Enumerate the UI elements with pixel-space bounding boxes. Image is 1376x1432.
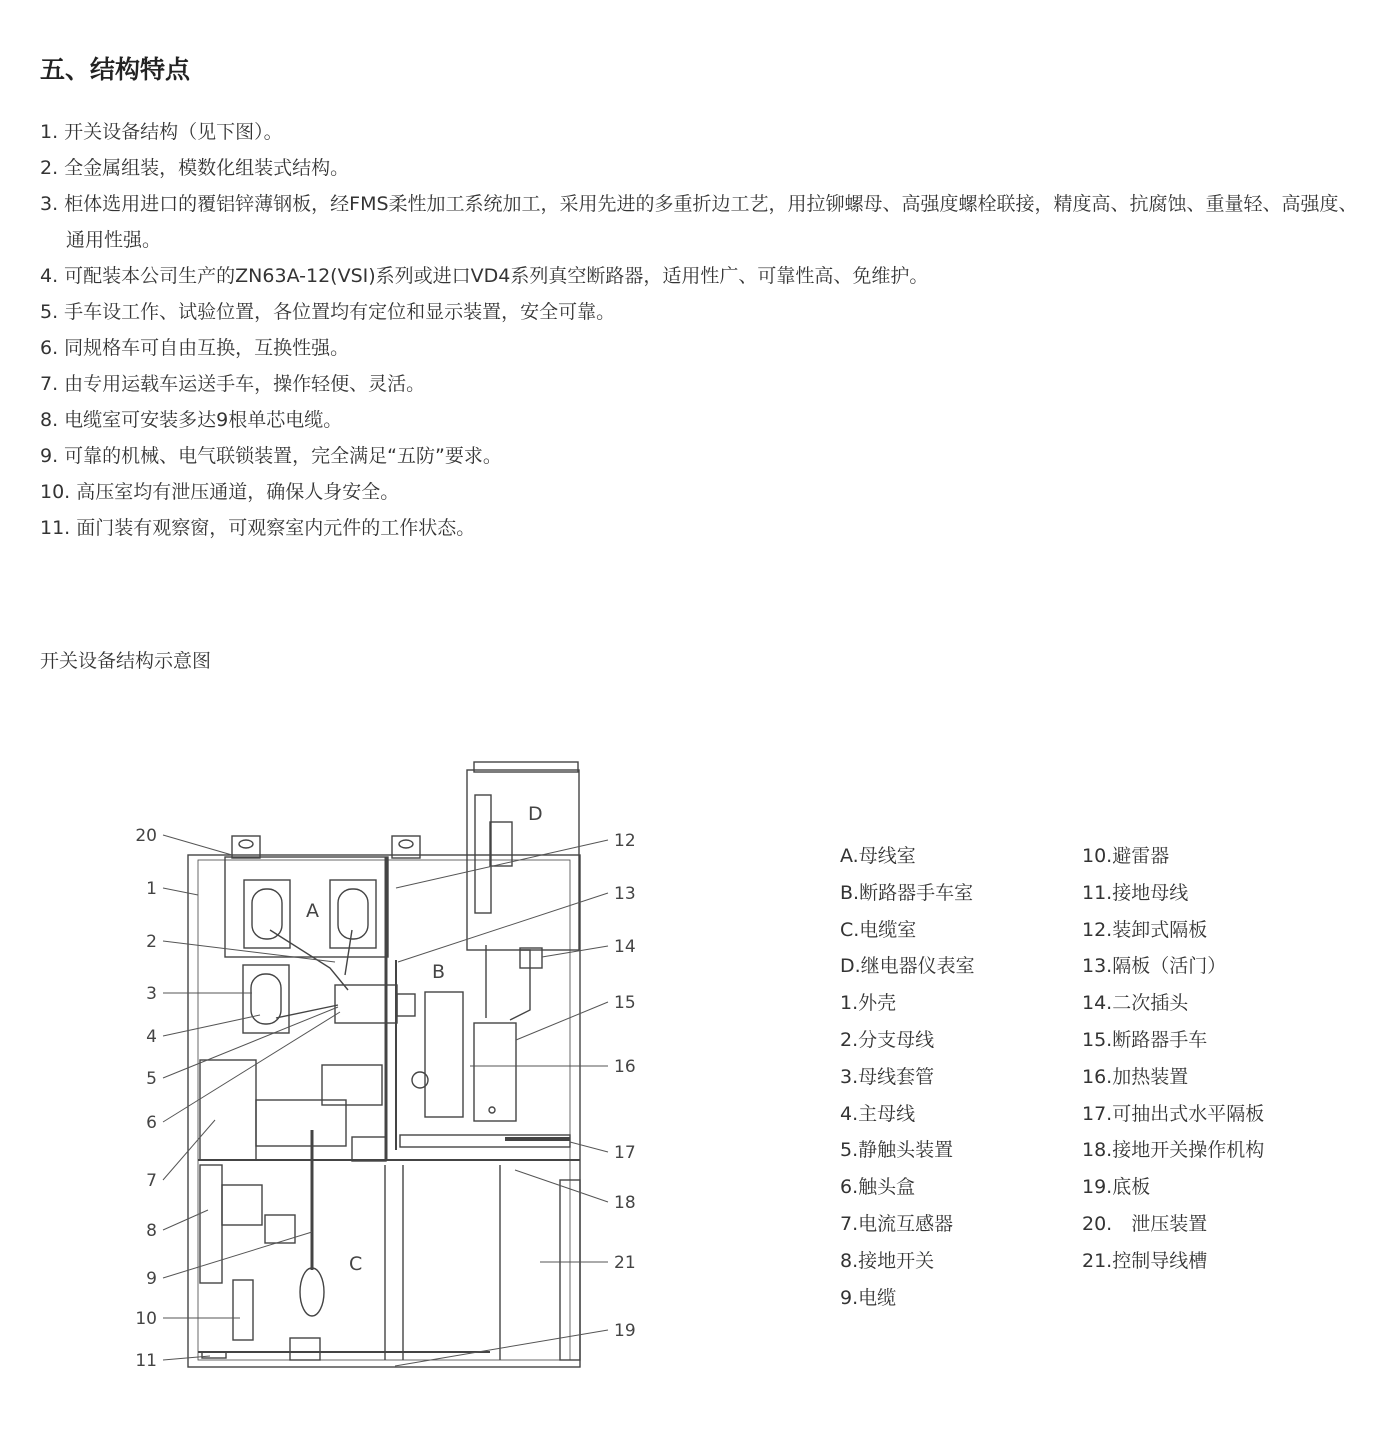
callout-label: 20 (135, 826, 157, 846)
secondary-plug (520, 948, 542, 968)
legend-item: 2.分支母线 (840, 1028, 935, 1051)
cable-termination (300, 1268, 324, 1316)
callout-label: 5 (146, 1069, 157, 1089)
feature-item: 9. 可靠的机械、电气联锁装置，完全满足“五防”要求。 (40, 445, 502, 467)
compartment-label-a: A (306, 900, 319, 922)
bushing-frame (330, 880, 376, 948)
legend-item: 4.主母线 (840, 1102, 916, 1125)
legend-column-2 (1082, 838, 1264, 1280)
diagram-caption: 开关设备结构示意图 (40, 650, 212, 672)
truck-pin (489, 1107, 495, 1113)
truck-mechanism (322, 1065, 382, 1105)
bushing-insulator (252, 889, 282, 939)
legend-item: 5.静触头装置 (840, 1139, 954, 1162)
callout-label: 16 (614, 1057, 636, 1077)
section-heading: 五、结构特点 (40, 55, 191, 84)
feature-item: 11. 面门装有观察窗，可观察室内元件的工作状态。 (40, 517, 476, 539)
legend-item: 8.接地开关 (840, 1249, 935, 1272)
legend-item: A.母线室 (840, 845, 916, 867)
vent-hole (399, 840, 413, 848)
earthing-mechanism (352, 1137, 386, 1161)
legend-item: D.继电器仪表室 (840, 955, 975, 978)
callout-label: 21 (614, 1253, 636, 1273)
bushing-insulator (338, 889, 368, 939)
callout-label: 11 (135, 1351, 157, 1371)
feature-list (40, 114, 1370, 546)
legend-item: 10.避雷器 (1082, 845, 1170, 867)
legend-item: 13.隔板（活门） (1082, 955, 1227, 978)
bushing-frame (243, 965, 289, 1033)
legend-item: 15.断路器手车 (1082, 1028, 1208, 1051)
busbar-support (256, 1100, 346, 1146)
callout-label: 7 (146, 1171, 157, 1191)
branch-busbar (270, 930, 348, 990)
callout-label: 19 (614, 1321, 636, 1341)
callout-label: 13 (614, 884, 636, 904)
callout-label: 2 (146, 932, 157, 952)
branch-busbar (276, 1005, 338, 1018)
legend-item: 9.电缆 (840, 1286, 897, 1309)
contact-box (335, 985, 397, 1023)
feature-item: 6. 同规格车可自由互换，互换性强。 (40, 337, 350, 359)
relay-door-bracket (475, 795, 491, 913)
callout-label: 15 (614, 993, 636, 1013)
compartment-label-d: D (528, 803, 543, 825)
relay-instrument (490, 822, 512, 866)
surge-arrester (233, 1280, 253, 1340)
callout-label: 17 (614, 1143, 636, 1163)
callout-label: 1 (146, 879, 157, 899)
legend-item: 19.底板 (1082, 1176, 1151, 1199)
compartment-label-b: B (432, 961, 446, 983)
feature-item: 1. 开关设备结构（见下图）。 (40, 121, 283, 143)
legend-item: B.断路器手车室 (840, 881, 974, 904)
legend-column-1 (840, 838, 975, 1316)
callout-label: 9 (146, 1269, 157, 1289)
cabinet-inner-wall (198, 860, 570, 1360)
legend-item: 12.装卸式隔板 (1082, 918, 1208, 941)
legend-item: 1.外壳 (840, 992, 897, 1015)
callout-label: 3 (146, 984, 157, 1004)
feature-item: 2. 全金属组装，模数化组装式结构。 (40, 157, 350, 179)
legend-item: 20. 泄压装置 (1082, 1212, 1208, 1235)
legend-item: 18.接地开关操作机构 (1082, 1139, 1265, 1162)
feature-item: 10. 高压室均有泄压通道，确保人身安全。 (40, 481, 400, 503)
earthing-switch (222, 1185, 262, 1225)
switchgear-structure-diagram (110, 750, 670, 1380)
legend-item: 7.电流互感器 (840, 1212, 954, 1235)
callout-label: 4 (146, 1027, 157, 1047)
feature-item: 8. 电缆室可安装多达9根单芯电缆。 (40, 409, 343, 431)
branch-busbar (345, 930, 352, 975)
callout-label: 14 (614, 937, 636, 957)
feature-item: 4. 可配装本公司生产的ZN63A-12(VSI)系列或进口VD4系列真空断路器，适用性广、可靠性高、免维护。 (40, 265, 929, 287)
feature-item: 3. 柜体选用进口的覆铝锌薄钢板，经FMS柔性加工系统加工，采用先进的多重折边工艺，用拉铆螺母、高强度螺栓联接，精度高、抗腐蚀、重量轻、高强度、通用性强。 (40, 193, 1358, 251)
callout-label: 6 (146, 1113, 157, 1133)
legend-item: 11.接地母线 (1082, 881, 1189, 904)
callout-label: 10 (135, 1309, 157, 1329)
legend-item: C.电缆室 (840, 918, 917, 941)
feature-item: 5. 手车设工作、试验位置，各位置均有定位和显示装置，安全可靠。 (40, 301, 616, 323)
current-transformer (200, 1060, 256, 1160)
callout-label: 18 (614, 1193, 636, 1213)
callout-label: 12 (614, 831, 636, 851)
cabinet-outer-shell (188, 855, 580, 1367)
callout-label: 8 (146, 1221, 157, 1241)
legend-item: 16.加热装置 (1082, 1065, 1189, 1088)
legend-item: 14.二次插头 (1082, 992, 1189, 1015)
cable-gland (290, 1338, 320, 1360)
legend-item: 21.控制导线槽 (1082, 1249, 1208, 1272)
feature-item: 7. 由专用运载车运送手车，操作轻便、灵活。 (40, 373, 426, 395)
vent-hole (239, 840, 253, 848)
bushing-insulator (251, 974, 281, 1024)
legend-item: 17.可抽出式水平隔板 (1082, 1102, 1265, 1125)
legend-item: 3.母线套管 (840, 1065, 935, 1088)
breaker-truck-body (425, 992, 463, 1117)
legend-item: 6.触头盒 (840, 1176, 916, 1199)
static-contact (397, 994, 415, 1016)
breaker-truck-frame (474, 1023, 516, 1121)
compartment-label-c: C (349, 1253, 363, 1275)
